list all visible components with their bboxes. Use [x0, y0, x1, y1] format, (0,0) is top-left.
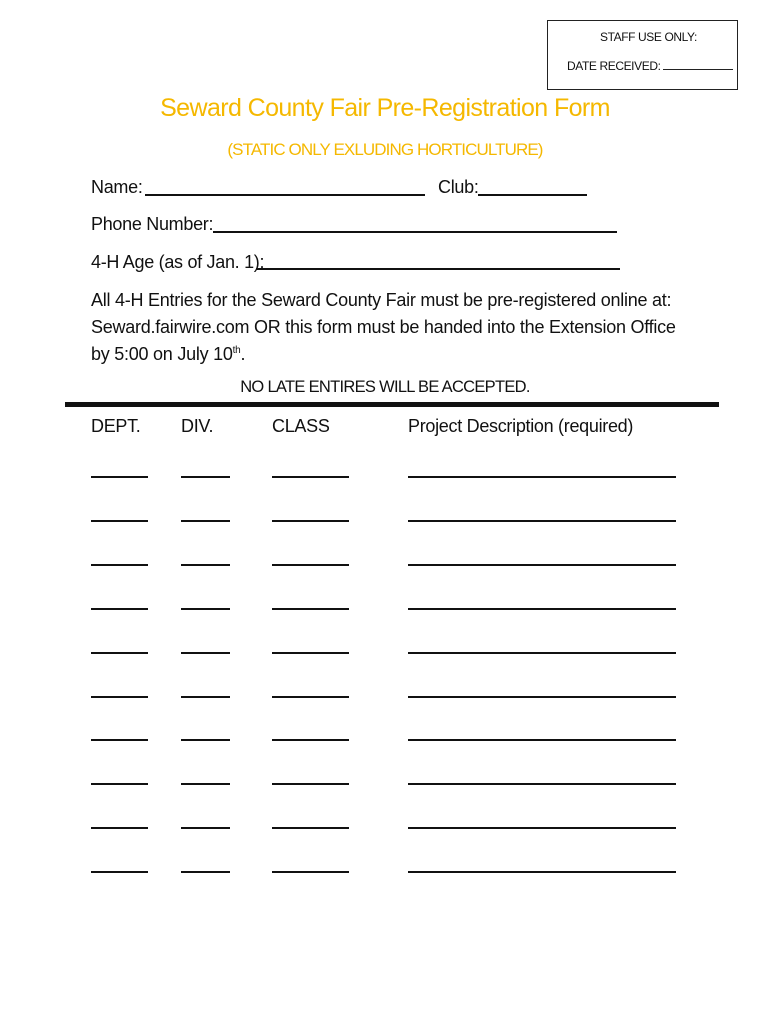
dept-field[interactable]: [91, 608, 148, 610]
dept-field[interactable]: [91, 696, 148, 698]
div-field[interactable]: [181, 827, 230, 829]
name-field[interactable]: [145, 194, 425, 196]
div-field[interactable]: [181, 696, 230, 698]
description-field[interactable]: [408, 564, 676, 566]
phone-field[interactable]: [213, 231, 617, 233]
description-field[interactable]: [408, 696, 676, 698]
description-field[interactable]: [408, 827, 676, 829]
class-field[interactable]: [272, 739, 349, 741]
form-title: Seward County Fair Pre-Registration Form: [160, 94, 610, 122]
dept-field[interactable]: [91, 739, 148, 741]
date-received-label: DATE RECEIVED:: [567, 59, 661, 73]
class-field[interactable]: [272, 564, 349, 566]
div-field[interactable]: [181, 871, 230, 873]
class-field[interactable]: [272, 608, 349, 610]
column-header-dept: DEPT.: [91, 416, 141, 436]
dept-field[interactable]: [91, 827, 148, 829]
registration-instructions: [91, 287, 711, 368]
instructions-line-2: Seward.fairwire.com OR this form must be handed into the Extension Office: [91, 317, 676, 337]
class-field[interactable]: [272, 652, 349, 654]
dept-field[interactable]: [91, 783, 148, 785]
phone-label: Phone Number:: [91, 214, 214, 234]
description-field[interactable]: [408, 652, 676, 654]
column-header-class: CLASS: [272, 416, 330, 436]
div-field[interactable]: [181, 608, 230, 610]
club-label: Club:: [438, 177, 479, 197]
div-field[interactable]: [181, 739, 230, 741]
div-field[interactable]: [181, 564, 230, 566]
date-received-row: [567, 59, 733, 73]
class-field[interactable]: [272, 871, 349, 873]
div-field[interactable]: [181, 520, 230, 522]
deadline-period: .: [240, 344, 246, 364]
deadline-superscript: th: [232, 345, 241, 356]
instructions-line-3: [91, 341, 711, 368]
class-field[interactable]: [272, 827, 349, 829]
dept-field[interactable]: [91, 871, 148, 873]
dept-field[interactable]: [91, 476, 148, 478]
form-subtitle: (STATIC ONLY EXLUDING HORTICULTURE): [227, 140, 543, 159]
late-entries-notice: NO LATE ENTIRES WILL BE ACCEPTED.: [240, 378, 530, 396]
div-field[interactable]: [181, 476, 230, 478]
age-field[interactable]: [256, 268, 620, 270]
class-field[interactable]: [272, 476, 349, 478]
name-label: Name:: [91, 177, 143, 197]
div-field[interactable]: [181, 783, 230, 785]
description-field[interactable]: [408, 871, 676, 873]
staff-use-title: STAFF USE ONLY:: [600, 30, 697, 44]
dept-field[interactable]: [91, 564, 148, 566]
description-field[interactable]: [408, 608, 676, 610]
club-field[interactable]: [478, 194, 587, 196]
class-field[interactable]: [272, 783, 349, 785]
dept-field[interactable]: [91, 520, 148, 522]
description-field[interactable]: [408, 520, 676, 522]
class-field[interactable]: [272, 520, 349, 522]
divider-rule: [65, 402, 719, 407]
description-field[interactable]: [408, 476, 676, 478]
date-received-field[interactable]: [663, 59, 733, 70]
class-field[interactable]: [272, 696, 349, 698]
column-header-description: Project Description (required): [408, 416, 634, 436]
staff-use-box: [547, 20, 738, 90]
description-field[interactable]: [408, 739, 676, 741]
deadline-text: by 5:00 on July 10: [91, 344, 233, 364]
instructions-line-1: All 4-H Entries for the Seward County Fair must be pre-registered online at:: [91, 290, 672, 310]
age-label: 4-H Age (as of Jan. 1):: [91, 252, 265, 272]
description-field[interactable]: [408, 783, 676, 785]
dept-field[interactable]: [91, 652, 148, 654]
div-field[interactable]: [181, 652, 230, 654]
column-header-div: DIV.: [181, 416, 214, 436]
